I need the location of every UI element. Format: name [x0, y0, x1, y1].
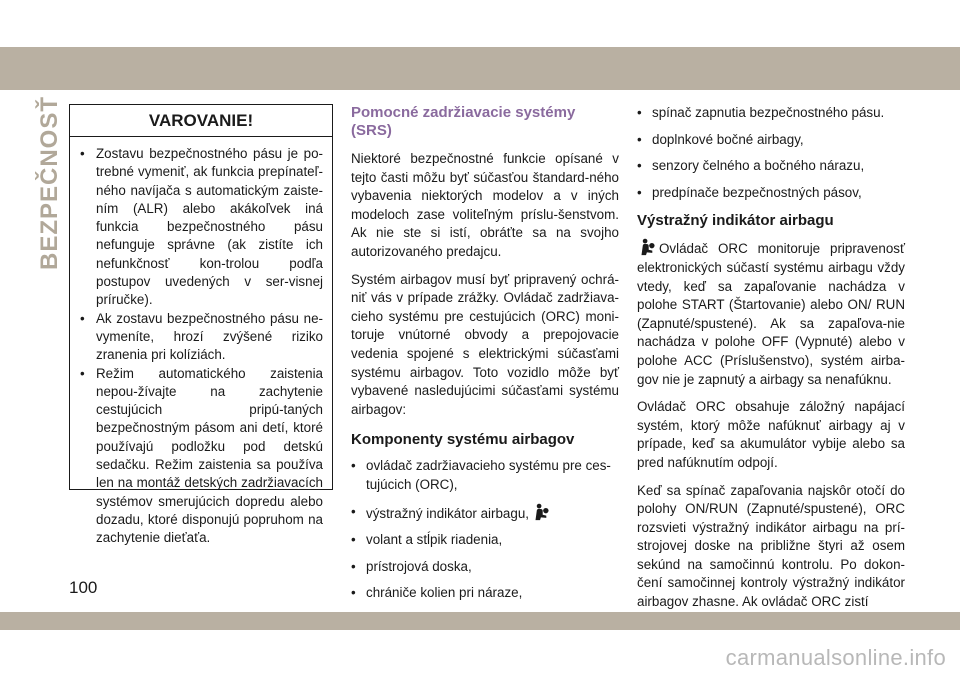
list-item: • chrániče kolien pri náraze, — [351, 584, 619, 603]
srs-paragraph: Niektoré bezpečnostné funkcie opísané v tejto časti môžu byť súčasťou štandard-ného vybavenia niektorých modelov a v iných modeloch zase voliteľným príslu-šenstvom. Ak nie ste si istí, obráťte sa na svojho autorizovaného predajcu. — [351, 151, 619, 259]
list-item: • predpínače bezpečnostných pásov, — [637, 184, 905, 203]
components-list — [351, 457, 619, 629]
section-tab-label: BEZPEČNOSŤ — [36, 95, 64, 271]
list-item — [351, 503, 619, 524]
top-decorative-band — [0, 47, 960, 90]
indicator-heading: Výstražný indikátor airbagu — [637, 212, 834, 230]
bottom-decorative-band — [0, 612, 960, 630]
list-item: • volant a stĺpik riadenia, — [351, 531, 619, 550]
airbag-warning-icon — [637, 238, 655, 256]
watermark: carmanualsonline.info — [725, 645, 946, 670]
indicator-paragraph-text: Ovládač ORC monitoruje pripravenosť elektronických súčastí systému airbagu vždy vtedy, keď sa zapaľovanie nachádza v polohe START (Štartovanie) alebo ON/ RUN (Zapnuté/spustené). Ak sa zapaľova-nie nachádza v polohe OFF (Vypnuté) alebo v polohe ACC (Príslušenstvo), systém airba-gov nie je zapnutý a airbagy sa nenafúknu. — [637, 241, 905, 387]
list-item: • senzory čelného a bočného nárazu, — [637, 157, 905, 176]
list-item-text: výstražný indikátor airbagu, — [366, 505, 529, 521]
warning-item: • Ak zostavu bezpečnostného pásu ne-vymeníte, hrozí zvýšené riziko zranenia pri kolíziách. — [79, 310, 323, 365]
list-item: • doplnkové bočné airbagy, — [637, 131, 905, 150]
column-right — [637, 104, 905, 621]
srs-paragraph: Systém airbagov musí byť pripravený ochrá-niť vás v prípade zrážky. Ovládač zadržiava-cieho systému pre cestujúcich (ORC) moni-toruje vnútorné obvody a prepojovacie vedenia spojené s elektrickými súčasťami systému airbagov. Toto vozidlo môže byť vybavené nasledujúcimi súčasťami systému airbagov: — [351, 271, 619, 417]
warning-item: • Zostavu bezpečnostného pásu je po-trebné vymeniť, ak funkcia prepínateľ-ného navíjača s automatickým zaiste-ním (ALR) alebo akákoľvek iná funkcia bezpečnostného pásu nefunguje správne (ak zistíte ich nefunkčnosť kon-trolou podľa postupov uvedených v ser-visnej príručke). — [79, 145, 323, 310]
components-heading: Komponenty systému airbagov — [351, 431, 575, 449]
components-list-continued — [637, 104, 905, 202]
list-item: • prístrojová doska, — [351, 558, 619, 577]
section-side-tab — [30, 95, 70, 271]
warning-list — [70, 137, 332, 548]
warning-title: VAROVANIE! — [70, 105, 332, 137]
list-item: • spínač zapnutia bezpečnostného pásu. — [637, 104, 905, 123]
list-item: • ovládač zadržiavacieho systému pre ces-tujúcich (ORC), — [351, 457, 619, 494]
column-middle — [351, 104, 619, 637]
indicator-paragraph: Ovládač ORC obsahuje záložný napájací systém, ktorý môže nafúknuť airbagy aj v prípade, keď sa akumulátor vybije alebo sa pred nafúknutím odpojí. — [637, 399, 905, 470]
warning-box — [69, 104, 333, 546]
indicator-paragraph: Keď sa spínač zapaľovania najskôr otočí do polohy ON/RUN (Zapnuté/spustené), ORC rozsvieti výstražný indikátor airbagu na prí-strojovej doske na približne štyri až osem sekúnd na samočinnú kontrolu. Po dokon-čení samočinnej kontroly výstražný indikátor airbagov zhasne. Ak ovládač ORC zistí — [637, 482, 905, 610]
indicator-paragraph — [637, 238, 905, 389]
airbag-warning-icon — [531, 503, 549, 521]
warning-item: • Režim automatického zaistenia nepou-žívajte na zachytenie cestujúcich pripú-taných bezpečnostným pásom ani detí, ktoré používajú podložku pod detskú sedačku. Režim zaistenia sa používa len na montáž detských zadržiavacích systémov smerujúcich dopredu alebo dozadu, ktoré disponujú popruhom na zachytenie dieťaťa. — [79, 365, 323, 548]
srs-heading: Pomocné zadržiavacie systémy (SRS) — [351, 104, 576, 139]
page-number: 100 — [69, 578, 98, 597]
